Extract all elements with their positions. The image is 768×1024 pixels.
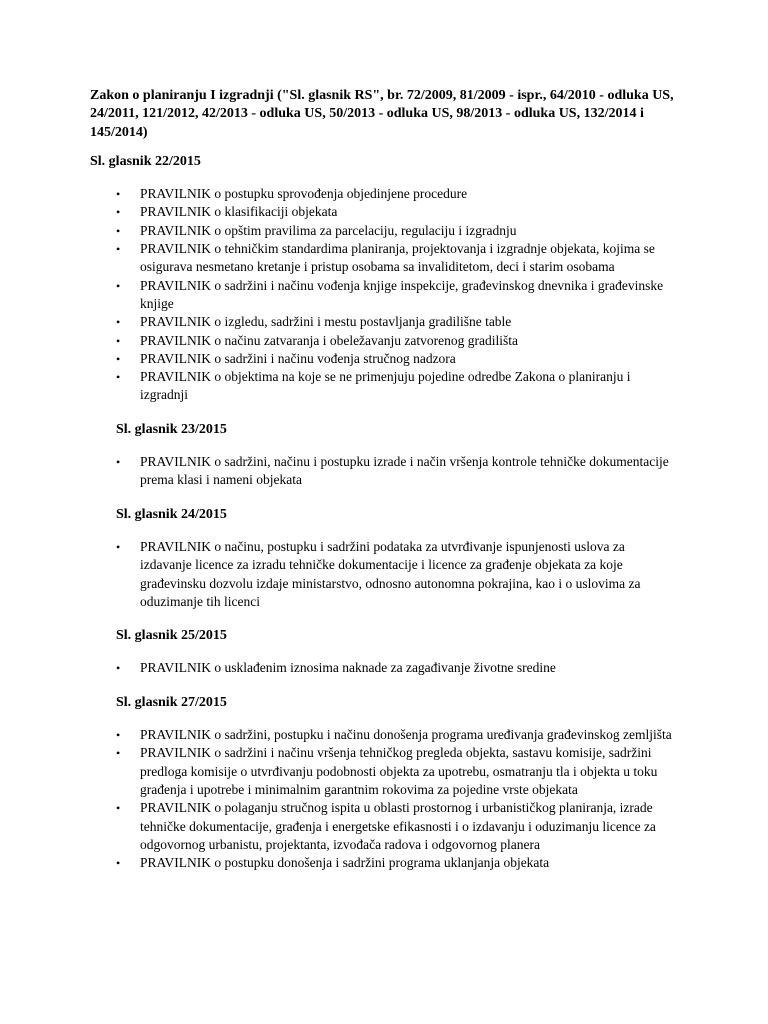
- rule-list: [90, 659, 678, 677]
- list-item-text: PRAVILNIK o sadržini, načinu i postupku izrade i način vršenja kontrole tehničke dokumentacije prema klasi i nameni objekata: [140, 454, 669, 488]
- document-title: Zakon o planiranju I izgradnji ("Sl. glasnik RS", br. 72/2009, 81/2009 - ispr., 64/2010 - odluka US, 24/2011, 121/2012, 42/2013 - odluka US, 50/2013 - odluka US, 98/2013 - odluka US, 132/2014 i 145/2014): [90, 88, 674, 140]
- list-item-text: PRAVILNIK o objektima na koje se ne primenjuju pojedine odredbe Zakona o planiranju i izgradnji: [140, 369, 631, 403]
- section-heading: Sl. glasnik 24/2015: [116, 506, 227, 522]
- section-heading: Sl. glasnik 22/2015: [90, 153, 201, 169]
- bullet-icon: •: [116, 801, 121, 816]
- bullet-icon: •: [116, 205, 121, 220]
- list-item: [116, 659, 678, 677]
- list-item: [116, 350, 678, 368]
- list-item-text: PRAVILNIK o izgledu, sadržini i mestu postavljanja gradilišne table: [140, 314, 512, 330]
- bullet-icon: •: [116, 242, 121, 257]
- list-item: [116, 222, 678, 240]
- section-heading: Sl. glasnik 27/2015: [116, 694, 227, 710]
- list-item: [116, 368, 678, 405]
- bullet-icon: •: [116, 728, 121, 743]
- list-item-text: PRAVILNIK o sadržini i načinu vođenja knjige inspekcije, građevinskog dnevnika i građevinske knjige: [140, 277, 664, 311]
- list-item: [116, 240, 678, 277]
- bullet-icon: •: [116, 187, 121, 202]
- list-item-text: PRAVILNIK o postupku sprovođenja objedinjene procedure: [140, 186, 468, 202]
- list-item: [116, 332, 678, 350]
- list-item-text: PRAVILNIK o sadržini, postupku i načinu donošenja programa uređivanja građevinskog zemljišta: [140, 727, 672, 743]
- rule-list: [90, 185, 678, 405]
- list-item: [116, 799, 678, 854]
- list-item-text: PRAVILNIK o polaganju stručnog ispita u oblasti prostornog i urbanističkog planiranja, izrade tehničke dokumentacije, građenja i energetske efikasnosti i o izdavanju i oduzimanju licence za odgovornog urbanistu, projektanta, izvođača radova i odgovornog planera: [140, 800, 656, 852]
- rule-list: [90, 453, 678, 490]
- list-item-text: PRAVILNIK o usklađenim iznosima naknade za zagađivanje životne sredine: [140, 660, 556, 676]
- list-item: [116, 185, 678, 203]
- list-item-text: PRAVILNIK o načinu zatvaranja i obeležavanju zatvorenog gradilišta: [140, 332, 518, 348]
- bullet-icon: •: [116, 278, 121, 293]
- list-item-text: PRAVILNIK o tehničkim standardima planiranja, projektovanja i izgradnje objekata, kojima se osigurava nesmetano kretanje i pristup osobama sa invaliditetom, deci i starim osobama: [140, 241, 655, 275]
- list-item-text: PRAVILNIK o sadržini i načinu vršenja tehničkog pregleda objekta, sastavu komisije, sadržini predloga komisije o utvrđivanju podobnosti objekta za upotrebu, osmatranju tla i objekta u toku građenja i upotrebe i minimalnim garantnim rokovima za pojedine vrste objekata: [140, 745, 658, 797]
- bullet-icon: •: [116, 455, 121, 470]
- bullet-icon: •: [116, 370, 121, 385]
- list-item: [116, 453, 678, 490]
- list-item: [116, 313, 678, 331]
- list-item-text: PRAVILNIK o opštim pravilima za parcelaciju, regulaciju i izgradnju: [140, 222, 517, 238]
- list-item: [116, 277, 678, 314]
- list-item-text: PRAVILNIK o postupku donošenja i sadržini programa uklanjanja objekata: [140, 855, 550, 871]
- bullet-icon: •: [116, 539, 121, 554]
- list-item: [116, 854, 678, 872]
- list-item: [116, 726, 678, 744]
- bullet-icon: •: [116, 351, 121, 366]
- list-item-text: PRAVILNIK o načinu, postupku i sadržini podataka za utvrđivanje ispunjenosti uslova za izdavanje licence za izradu tehničke dokumentacije i licence za građenje objekata za koje građevinsku dozvolu izdaje ministarstvo, odnosno autonomna pokrajina, kao i o uslovima za oduzimanje tih licenci: [140, 538, 641, 609]
- bullet-icon: •: [116, 333, 121, 348]
- bullet-icon: •: [116, 746, 121, 761]
- rule-list: [90, 726, 678, 872]
- list-item-text: PRAVILNIK o klasifikaciji objekata: [140, 204, 338, 220]
- list-item: [116, 203, 678, 221]
- bullet-icon: •: [116, 223, 121, 238]
- rule-list: [90, 538, 678, 611]
- bullet-icon: •: [116, 661, 121, 676]
- section-heading: Sl. glasnik 23/2015: [116, 421, 227, 437]
- section-heading: Sl. glasnik 25/2015: [116, 628, 227, 644]
- list-item-text: PRAVILNIK o sadržini i načinu vođenja stručnog nadzora: [140, 350, 456, 366]
- list-item: [116, 744, 678, 799]
- bullet-icon: •: [116, 315, 121, 330]
- bullet-icon: •: [116, 856, 121, 871]
- list-item: [116, 538, 678, 611]
